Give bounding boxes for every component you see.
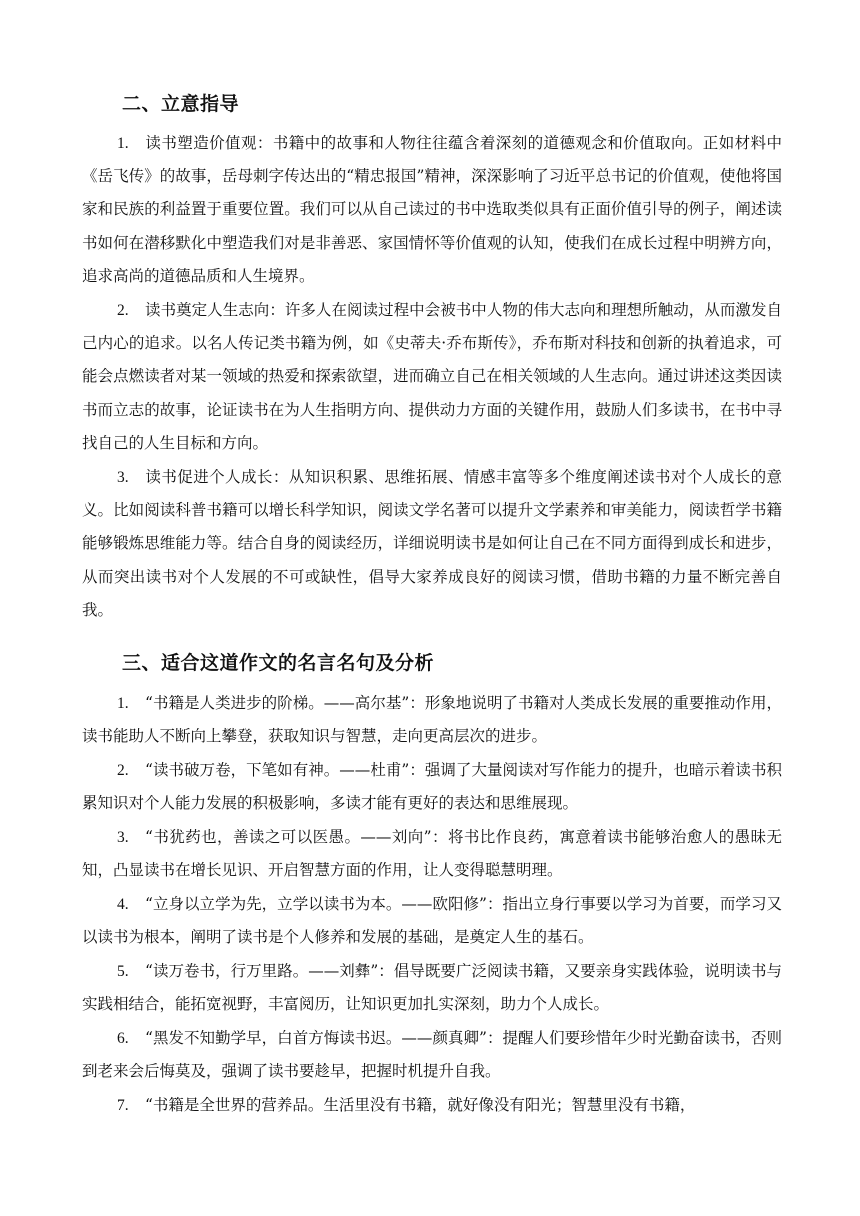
item-number: 2. (117, 762, 129, 779)
item-number: 1. (117, 135, 129, 152)
item-text: 读书塑造价值观：书籍中的故事和人物往往蕴含着深刻的道德观念和价值取向。正如材料中《岳飞传》的故事，岳母刺字传达出的“精忠报国”精神，深深影响了习近平总书记的价值观，使他将国家和民族的利益置于重要位置。我们可以从自己读过的书中选取类似具有正面价值引导的例子，阐述读书如何在潜移默化中塑造我们对是非善恶、家国情怀等价值观的认知，使我们在成长过程中明辨方向，追求高尚的道德品质和人生境界。 (82, 134, 782, 285)
item-number: 1. (117, 695, 129, 712)
guidance-item-2 (82, 294, 782, 460)
section-heading-quotes: 三、适合这道作文的名言名句及分析 (122, 652, 435, 674)
item-text: “书籍是全世界的营养品。生活里没有书籍，就好像没有阳光；智慧里没有书籍， (145, 1096, 696, 1114)
item-number: 7. (117, 1097, 129, 1114)
quote-item-2 (82, 754, 782, 820)
item-text: 读书促进个人成长：从知识积累、思维拓展、情感丰富等多个维度阐述读书对个人成长的意义。比如阅读科普书籍可以增长科学知识，阅读文学名著可以提升文学素养和审美能力，阅读哲学书籍能够锻炼思维能力等。结合自身的阅读经历，详细说明读书是如何让自己在不同方面得到成长和进步，从而突出读书对个人发展的不可或缺性，倡导大家养成良好的阅读习惯，借助书籍的力量不断完善自我。 (82, 468, 782, 619)
item-number: 3. (117, 829, 129, 846)
item-text: “读书破万卷，下笔如有神。——杜甫”：强调了大量阅读对写作能力的提升，也暗示着读书积累知识对个人能力发展的积极影响，多读才能有更好的表达和思维展现。 (82, 761, 782, 813)
quote-item-4 (82, 888, 782, 954)
item-text: “黑发不知勤学早，白首方悔读书迟。——颜真卿”：提醒人们要珍惜年少时光勤奋读书，否则到老来会后悔莫及，强调了读书要趁早，把握时机提升自我。 (82, 1029, 782, 1081)
item-text: “立身以立学为先，立学以读书为本。——欧阳修”：指出立身行事要以学习为首要，而学习又以读书为根本，阐明了读书是个人修养和发展的基础，是奠定人生的基石。 (82, 895, 782, 947)
quote-item-6 (82, 1022, 782, 1088)
section-heading-lizhi: 二、立意指导 (122, 93, 240, 115)
item-text: “读万卷书，行万里路。——刘彝”：倡导既要广泛阅读书籍，又要亲身实践体验，说明读书与实践相结合，能拓宽视野，丰富阅历，让知识更加扎实深刻，助力个人成长。 (82, 962, 782, 1014)
quote-item-3 (82, 821, 782, 887)
guidance-item-3 (82, 461, 782, 627)
item-number: 6. (117, 1030, 129, 1047)
item-number: 2. (117, 302, 129, 319)
quote-item-7 (82, 1089, 782, 1122)
item-number: 5. (117, 963, 129, 980)
item-text: “书籍是人类进步的阶梯。——高尔基”：形象地说明了书籍对人类成长发展的重要推动作用，读书能助人不断向上攀登，获取知识与智慧，走向更高层次的进步。 (82, 694, 782, 746)
quote-item-1 (82, 687, 782, 753)
item-text: 读书奠定人生志向：许多人在阅读过程中会被书中人物的伟大志向和理想所触动，从而激发自己内心的追求。以名人传记类书籍为例，如《史蒂夫·乔布斯传》，乔布斯对科技和创新的执着追求，可能会点燃读者对某一领域的热爱和探索欲望，进而确立自己在相关领域的人生志向。通过讲述这类因读书而立志的故事，论证读书在为人生指明方向、提供动力方面的关键作用，鼓励人们多读书，在书中寻找自己的人生目标和方向。 (82, 301, 782, 452)
item-text: “书犹药也，善读之可以医愚。——刘向”：将书比作良药，寓意着读书能够治愈人的愚昧无知，凸显读书在增长见识、开启智慧方面的作用，让人变得聪慧明理。 (82, 828, 782, 880)
item-number: 4. (117, 896, 129, 913)
quote-item-5 (82, 955, 782, 1021)
item-number: 3. (117, 469, 129, 486)
guidance-item-1 (82, 127, 782, 293)
